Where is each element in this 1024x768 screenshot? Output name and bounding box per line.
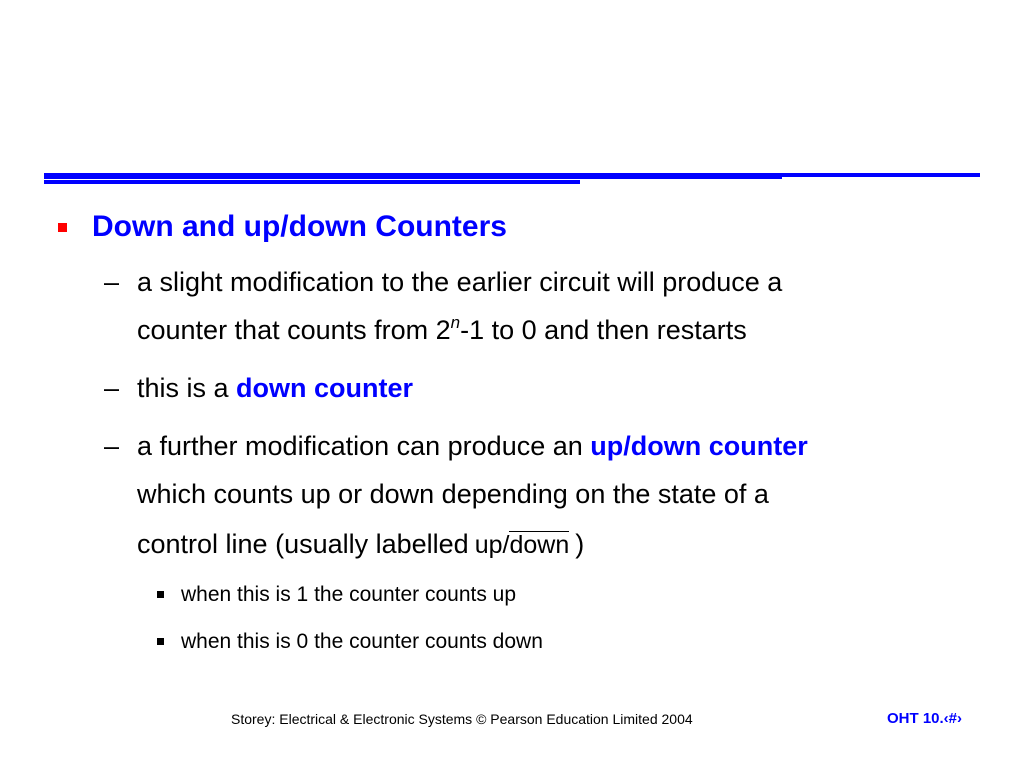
signal-down-overlined: down (509, 531, 570, 559)
footer-page-number: OHT 10.‹#› (887, 710, 963, 727)
red-square-bullet-icon (58, 223, 67, 232)
item-1-text: counter that counts from 2 (137, 315, 451, 345)
item-3-text: a further modification can produce an (137, 431, 591, 461)
item-1-line-1: a slight modification to the earlier circuit will produce a (137, 267, 783, 297)
up-down-signal-label (475, 531, 570, 559)
square-bullet-icon (157, 591, 164, 598)
signal-up: up/ (474, 531, 510, 559)
item-3-line-1 (137, 431, 808, 462)
item-1-line-2 (137, 315, 747, 346)
up-down-counter-term: up/down counter (590, 431, 808, 461)
closing-paren: ) (575, 529, 585, 559)
footer-credit: Storey: Electrical & Electronic Systems © Pearson Education Limited 2004 (231, 711, 693, 727)
subitem-1: when this is 1 the counter counts up (181, 583, 517, 606)
item-3-text-end: control line (usually labelled (137, 529, 469, 559)
item-2-text: this is a (137, 373, 237, 403)
down-counter-term: down counter (236, 373, 414, 403)
square-bullet-icon (157, 638, 164, 645)
item-3-line-3 (137, 529, 584, 560)
item-2-line-1 (137, 373, 413, 404)
dash-bullet-icon: – (104, 373, 120, 403)
item-3-line-2: which counts up or down depending on the state of a (137, 479, 769, 509)
dash-bullet-icon: – (104, 431, 120, 461)
item-1-text-end: -1 to 0 and then restarts (460, 315, 747, 345)
exponent-n: n (450, 313, 461, 332)
dash-bullet-icon: – (104, 267, 120, 297)
heading: Down and up/down Counters (92, 210, 507, 243)
subitem-2: when this is 0 the counter counts down (181, 630, 543, 653)
